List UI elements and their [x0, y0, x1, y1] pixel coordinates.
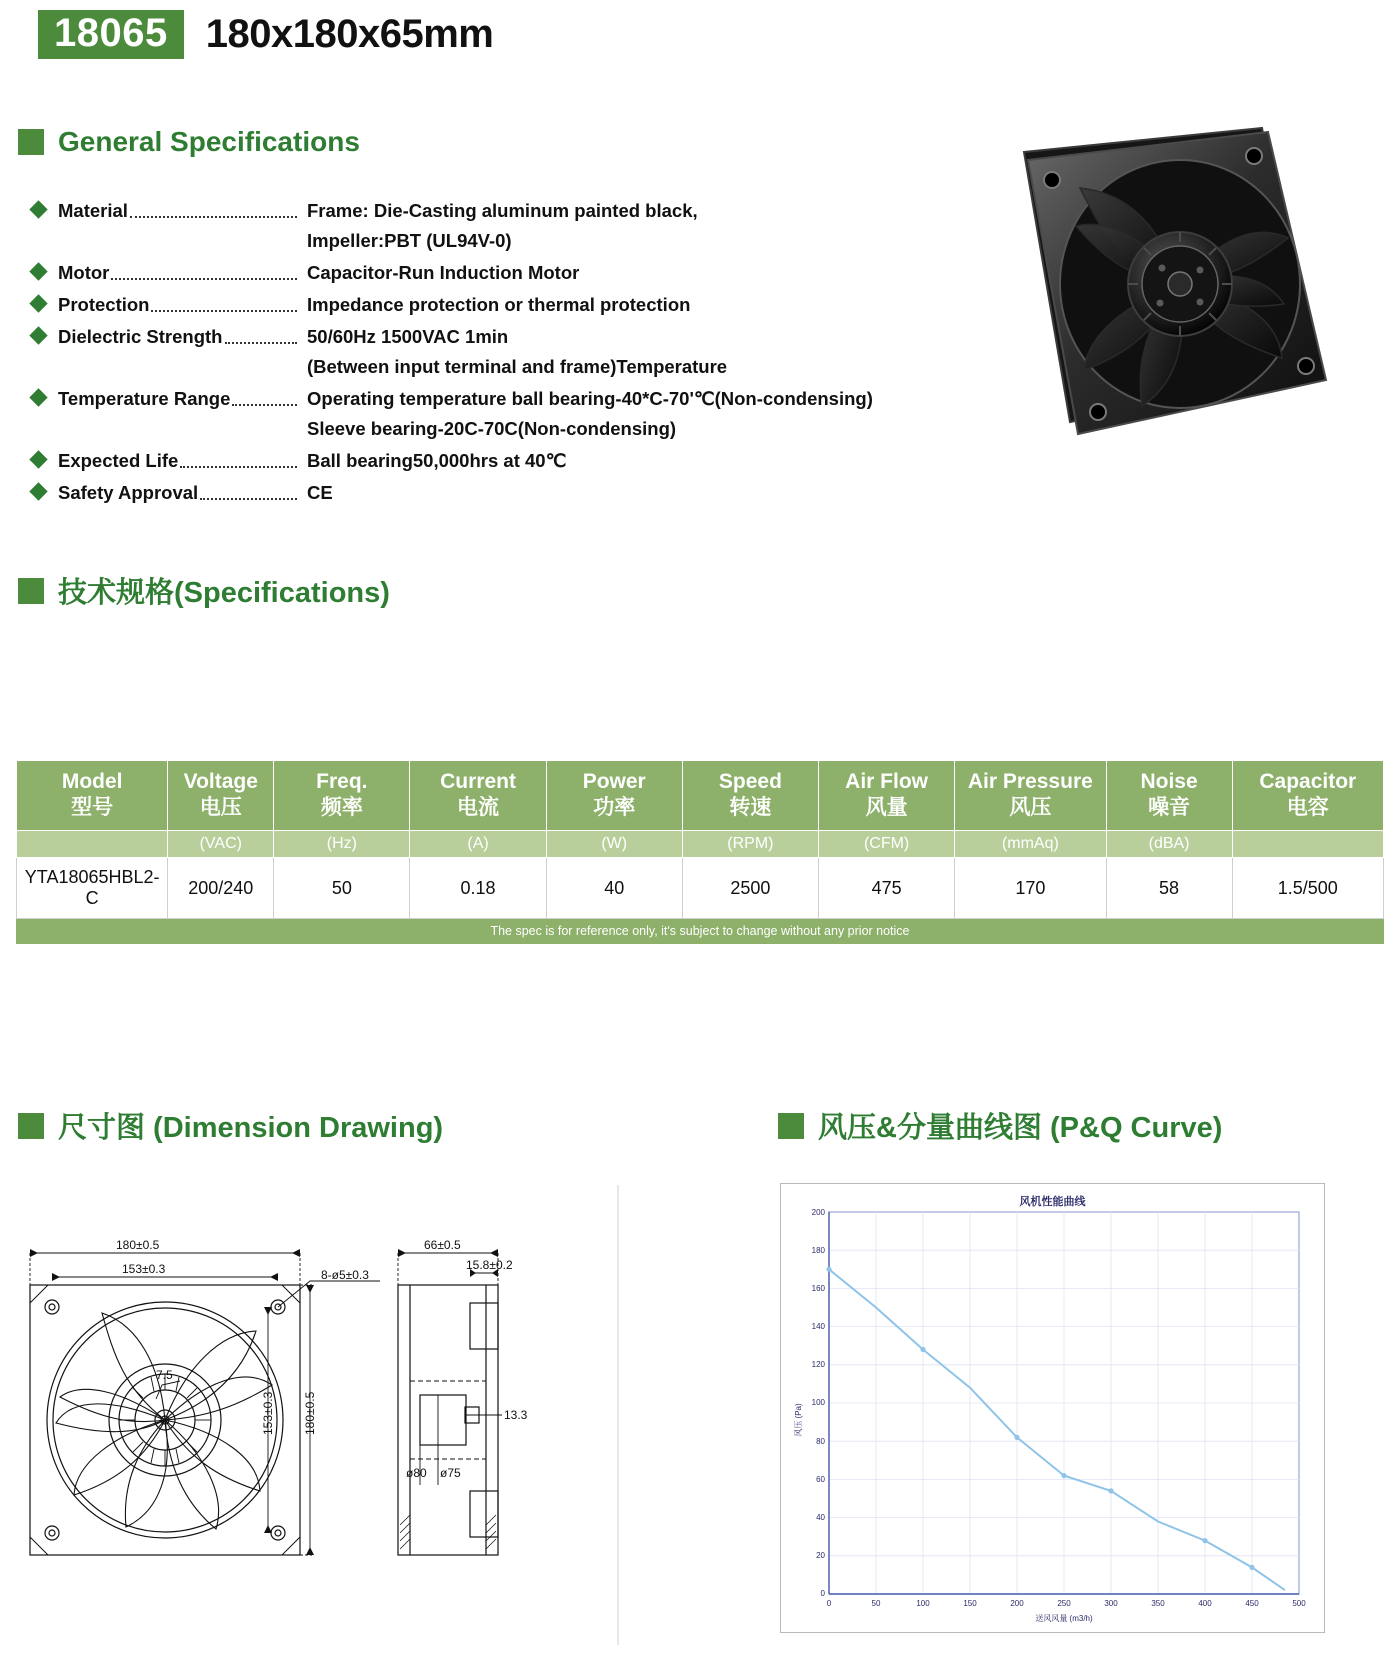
diamond-bullet-icon [29, 450, 47, 468]
section-title-pq [778, 1105, 1222, 1146]
dim-label-depth: 66±0.5 [424, 1238, 461, 1252]
section-title-text: 风压&分量曲线图 (P&Q Curve) [818, 1112, 1223, 1144]
dim-label-width: 180±0.5 [116, 1238, 160, 1252]
dim-label-hole-spec: 8-ø5±0.3 [321, 1268, 369, 1282]
list-item [32, 446, 962, 476]
spec-label: Dielectric Strength [58, 326, 223, 347]
diamond-bullet-icon [29, 482, 47, 500]
cell-voltage: 200/240 [168, 858, 274, 919]
section-title-text: General Specifications [58, 126, 360, 157]
svg-text:140: 140 [811, 1322, 825, 1331]
spec-label: Protection [58, 294, 150, 315]
cell-current: 0.18 [410, 858, 546, 919]
list-item [32, 384, 962, 444]
spec-label: Material [58, 200, 128, 221]
cell-power: 40 [546, 858, 682, 919]
diamond-bullet-icon [29, 388, 47, 406]
section-title-general [18, 126, 360, 158]
dim-label-rib: 13.3 [504, 1408, 528, 1422]
section-title-dimension [18, 1105, 443, 1146]
table-row [17, 858, 1384, 919]
chart-xlabel: 送风风量 (m3/h) [1035, 1614, 1093, 1623]
dim-label-height-inner: 153±0.3 [261, 1391, 275, 1435]
svg-text:180: 180 [811, 1246, 825, 1255]
dot-leader [111, 266, 297, 280]
column-header-model: Model 型号 [17, 761, 168, 831]
unit-noise: (dBA) [1106, 831, 1232, 858]
unit-power: (W) [546, 831, 682, 858]
cell-capacitor: 1.5/500 [1232, 858, 1383, 919]
svg-text:40: 40 [816, 1513, 825, 1522]
svg-text:20: 20 [816, 1551, 825, 1560]
column-header-noise: Noise 噪音 [1106, 761, 1232, 831]
list-item [32, 196, 962, 256]
section-title-specifications [18, 570, 390, 611]
cell-frequency: 50 [274, 858, 410, 919]
dot-leader [180, 454, 297, 468]
unit-airflow: (CFM) [819, 831, 955, 858]
spec-value: Operating temperature ball bearing-40*C-70'℃(Non-condensing) Sleeve bearing-20C-70C(Non-condensing) [307, 388, 873, 439]
svg-text:60: 60 [816, 1475, 825, 1484]
unit-frequency: (Hz) [274, 831, 410, 858]
table-note: The spec is for reference only, it's subject to change without any prior notice [17, 919, 1384, 944]
list-item [32, 290, 962, 320]
dot-leader [151, 298, 297, 312]
svg-text:120: 120 [811, 1360, 825, 1369]
chart-ylabel: 风压 (Pa) [794, 1403, 803, 1437]
dot-leader [232, 392, 297, 406]
dim-label-blade-thick: 7.5 [156, 1368, 173, 1382]
spec-value: Ball bearing50,000hrs at 40℃ [307, 450, 567, 471]
section-marker-icon [18, 129, 44, 155]
column-header-airflow: Air Flow 风量 [819, 761, 955, 831]
table-units-row [17, 831, 1384, 858]
svg-text:100: 100 [811, 1398, 825, 1407]
svg-text:350: 350 [1151, 1599, 1165, 1608]
dim-label-hub-outer: ø80 [406, 1466, 427, 1480]
svg-text:450: 450 [1245, 1599, 1259, 1608]
svg-text:400: 400 [1198, 1599, 1212, 1608]
dot-leader [130, 204, 297, 218]
svg-text:300: 300 [1104, 1599, 1118, 1608]
svg-text:200: 200 [811, 1208, 825, 1217]
section-marker-icon [778, 1113, 804, 1139]
table-header-row [17, 761, 1384, 831]
chart-canvas [787, 1190, 1320, 1626]
column-header-frequency: Freq. 频率 [274, 761, 410, 831]
list-item [32, 322, 962, 382]
dim-label-height-outer: 180±0.5 [303, 1391, 317, 1435]
dimension-drawing [10, 1185, 630, 1645]
unit-speed: (RPM) [682, 831, 818, 858]
dim-label-hole-pitch: 153±0.3 [122, 1262, 166, 1276]
svg-text:160: 160 [811, 1284, 825, 1293]
spec-label: Expected Life [58, 450, 179, 471]
column-header-speed: Speed 转速 [682, 761, 818, 831]
cell-airpressure: 170 [955, 858, 1106, 919]
fan-product-photo [1010, 118, 1360, 488]
dot-leader [225, 330, 298, 344]
svg-text:500: 500 [1292, 1599, 1306, 1608]
svg-text:150: 150 [963, 1599, 977, 1608]
svg-text:200: 200 [1010, 1599, 1024, 1608]
svg-text:0: 0 [820, 1589, 825, 1598]
spec-label: Motor [58, 262, 110, 283]
svg-text:250: 250 [1057, 1599, 1071, 1608]
diamond-bullet-icon [29, 200, 47, 218]
column-header-voltage: Voltage 电压 [168, 761, 274, 831]
spec-value: CE [307, 482, 333, 503]
spec-value: Impedance protection or thermal protection [307, 294, 691, 315]
general-specifications-list [32, 196, 962, 510]
unit-current: (A) [410, 831, 546, 858]
spec-label: Temperature Range [58, 388, 231, 409]
unit-capacitor [1232, 831, 1383, 858]
pq-curve-chart [780, 1183, 1325, 1633]
svg-text:0: 0 [826, 1599, 832, 1608]
dim-label-lip: 15.8±0.2 [466, 1258, 513, 1272]
page-header [38, 10, 493, 59]
unit-model [17, 831, 168, 858]
column-header-power: Power 功率 [546, 761, 682, 831]
svg-text:80: 80 [816, 1437, 825, 1446]
column-header-capacitor: Capacitor 电容 [1232, 761, 1383, 831]
spec-value: 50/60Hz 1500VAC 1min (Between input terminal and frame)Temperature [307, 326, 728, 377]
diamond-bullet-icon [29, 262, 47, 280]
unit-voltage: (VAC) [168, 831, 274, 858]
diamond-bullet-icon [29, 326, 47, 344]
cell-airflow: 475 [819, 858, 955, 919]
section-marker-icon [18, 578, 44, 604]
spec-value: Capacitor-Run Induction Motor [307, 262, 580, 283]
section-marker-icon [18, 1113, 44, 1139]
dimension-title: 180x180x65mm [205, 12, 494, 56]
diamond-bullet-icon [29, 294, 47, 312]
chart-title: 风机性能曲线 [1019, 1196, 1086, 1208]
cell-noise: 58 [1106, 858, 1232, 919]
column-header-current: Current 电流 [410, 761, 546, 831]
section-title-text: 尺寸图 (Dimension Drawing) [58, 1112, 444, 1144]
dim-label-hub-inner: ø75 [440, 1466, 461, 1480]
dot-leader [200, 486, 297, 500]
cell-model: YTA18065HBL2-C [17, 858, 168, 919]
section-title-text: 技术规格(Specifications) [58, 577, 390, 609]
list-item [32, 478, 962, 508]
unit-airpressure: (mmAq) [955, 831, 1106, 858]
cell-speed: 2500 [682, 858, 818, 919]
list-item [32, 258, 962, 288]
specifications-table [16, 760, 1384, 944]
spec-value: Frame: Die-Casting aluminum painted black, Impeller:PBT (UL94V-0) [307, 200, 698, 251]
svg-text:100: 100 [916, 1599, 930, 1608]
table-note-row [17, 919, 1384, 944]
column-header-airpressure: Air Pressure 风压 [955, 761, 1106, 831]
spec-label: Safety Approval [58, 482, 199, 503]
svg-text:50: 50 [871, 1599, 881, 1608]
model-badge: 18065 [38, 10, 184, 59]
